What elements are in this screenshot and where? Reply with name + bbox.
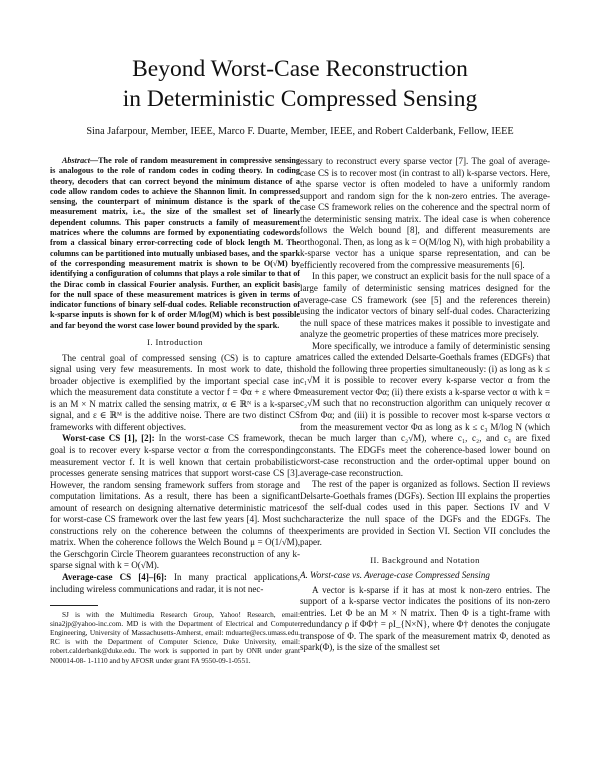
right-paragraph-1: essary to reconstruct every sparse vector [7]. The goal of average-case CS is to recover most (in contrast to all) k-sparse vectors. Here, the sparse vector is often modeled to have a uniformly random support and random sign for the k non-zero entries. The average-case CS framework relies on the coherence and the spectral norm of the deterministic sensing matrix. The ideal case is when coherence follows the Welch bound [8], and different measurements are orthogonal. Then, as long as k = O(M/log N), with high probability a k-sparse vector has a unique sparse representation, and can be efficiently recovered from the compressive measurements [6]. xyxy=(300,156,550,270)
abstract-lead: Abstract— xyxy=(62,156,99,165)
paper-title xyxy=(40,54,560,114)
section-heading-background: II. Background and Notation xyxy=(370,554,480,565)
intro-paragraph-2 xyxy=(50,433,300,572)
abstract xyxy=(50,156,300,331)
intro-paragraph-1: The central goal of compressed sensing (CS) is to capture a signal using very few measurements. In most work to date, this broader objective is exemplified by the important special case in which the measurement data constitute a vector f = Φα + ε where Φ is an M × N matrix called the sensing matrix, α ∈ ℝᴺ is a k-sparse signal, and ε ∈ ℝᴹ is the additive noise. There are two distinct CS frameworks with different objectives. xyxy=(50,352,300,432)
right-paragraph-3: More specifically, we introduce a family of deterministic sensing matrices called the extended Delsarte-Goethals frames (EDGFs) that hold the following three properties simultaneously: (i) as long as k ≤ c₁√M it is possible to recover every k-sparse vector α from the measurement vector Φα; (ii) there exists a k-sparse vector α with k = c₂√M such that no reconstruction algorithm can uniquely recover α from Φα; and (iii) it is possible to recover most k-sparse vectors α from the measurement vector Φα as long as k ≤ c₃ M/log N (which can be much larger than c₂√M), where c₁, c₂, and c₃ are fixed constants. The EDGFs meet the coherence-based lower bound on worst-case reconstruction and the order-optimal upper bound on average-case reconstruction. xyxy=(300,340,550,478)
title-line-2: in Deterministic Compressed Sensing xyxy=(122,86,478,112)
worst-case-cs-text: In the worst-case CS framework, the goal is to recover every k-sparse vector α from the corresponding measurement vector f. It is well known that certain probabilistic processes generate sensing matrices that support worst-case CS [3]. However, the random sensing framework suffers from storage and computation limitations. As a result, there has been a significant amount of research on designing alternative deterministic matrices for worst-case CS framework over the last few years [4]. Most such constructions rely on the coherence between the columns of the matrix. When the coherence follows the Welch Bound μ = O(1/√M), the Gerschgorin Circle Theorem guarantees reconstruction of any k-sparse signal with k = O(√M). xyxy=(50,433,300,571)
average-case-cs-heading: Average-case CS [4]–[6]: xyxy=(62,571,167,582)
right-paragraph-4: The rest of the paper is organized as follows. Section II reviews Delsarte-Goethals frames (DGFs). Section III explains the properties of the self-dual codes used in this paper. Sections IV and V characterize the null space of the DGFs and the EDGFs. The experiments are provided in Section VI. Section VII concludes the paper. xyxy=(300,479,550,548)
intro-paragraph-3 xyxy=(50,572,300,595)
worst-case-cs-heading: Worst-case CS [1], [2]: xyxy=(62,433,155,444)
right-paragraph-2: In this paper, we construct an explicit basis for the null space of a large family of deterministic sensing matrices designed for the average-case CS framework (see [5] and the references therein) using the indicator vectors of binary self-dual codes. Characterizing the null space of these matrices makes it possible to investigate and analyze the geometric properties of these matrices more precisely. xyxy=(300,271,550,340)
right-paragraph-5: A vector is k-sparse if it has at most k non-zero entries. The support of a k-sparse vector indicates the positions of its non-zero entries. Let Φ be an M × N matrix. Then Φ is a tight-frame with redundancy ρ if ΦΦ† = ρI_{N×N}, where Φ† denotes the conjugate transpose of Φ. The spark of the measurement matrix Φ, denoted as spark(Φ), is the size of the smallest set xyxy=(300,584,550,653)
section-heading-introduction: I. Introduction xyxy=(147,337,203,348)
footnote: SJ is with the Multimedia Research Group, Yahoo! Research, email: sina2jp@yahoo-inc.com. MD is with the Department of Electrical and Computer Engineering, University of Massachusetts-Amherst, email: mduarte@ecs.umass.edu. RC is with the Department of Computer Science, Duke University, email: robert.calderbank@duke.edu. The work is supported in part by ONR under grant N00014-08- 1-1110 and by AFOSR under grant FA 9550-09-1-0551. xyxy=(50,610,300,665)
abstract-text: The role of random measurement in compressive sensing is analogous to the role of random codes in coding theory. In coding theory, decoders that can correct beyond the minimum distance of a code allow random codes to achieve the Shannon limit. In compressed sensing, the counterpart of minimum distance is the spark of the measurement matrix, i.e., the size of the smallest set of linearly dependent columns. This paper constructs a family of measurement matrices where the columns are formed by exponentiating codewords from a classical binary error-correcting code of block length M. The columns can be partitioned into mutually unbiased bases, and the spark of the corresponding measurement matrix is shown to be O(√M) by identifying a configuration of columns that plays a role similar to that of the Dirac comb in classical Fourier analysis. Further, an explicit basis for the null space of these measurement matrices is given in terms of indicator functions of binary self-dual codes. Reliable reconstruction of k-sparse inputs is shown for k of order M/log(M) which is best possible and far beyond the worst case lower bound provided by the spark. xyxy=(50,156,300,330)
author-list: Sina Jafarpour, Member, IEEE, Marco F. Duarte, Member, IEEE, and Robert Calderbank, Fellow, IEEE xyxy=(86,126,514,137)
title-line-1: Beyond Worst-Case Reconstruction xyxy=(132,56,468,82)
right-column xyxy=(300,156,550,654)
left-column xyxy=(50,156,300,665)
average-case-cs-text: In many practical applications, including wireless communications and radar, it is not nec- xyxy=(50,571,300,594)
subsection-heading-a: A. Worst-case vs. Average-case Compressed Sensing xyxy=(300,570,490,581)
footnote-divider xyxy=(50,605,98,606)
